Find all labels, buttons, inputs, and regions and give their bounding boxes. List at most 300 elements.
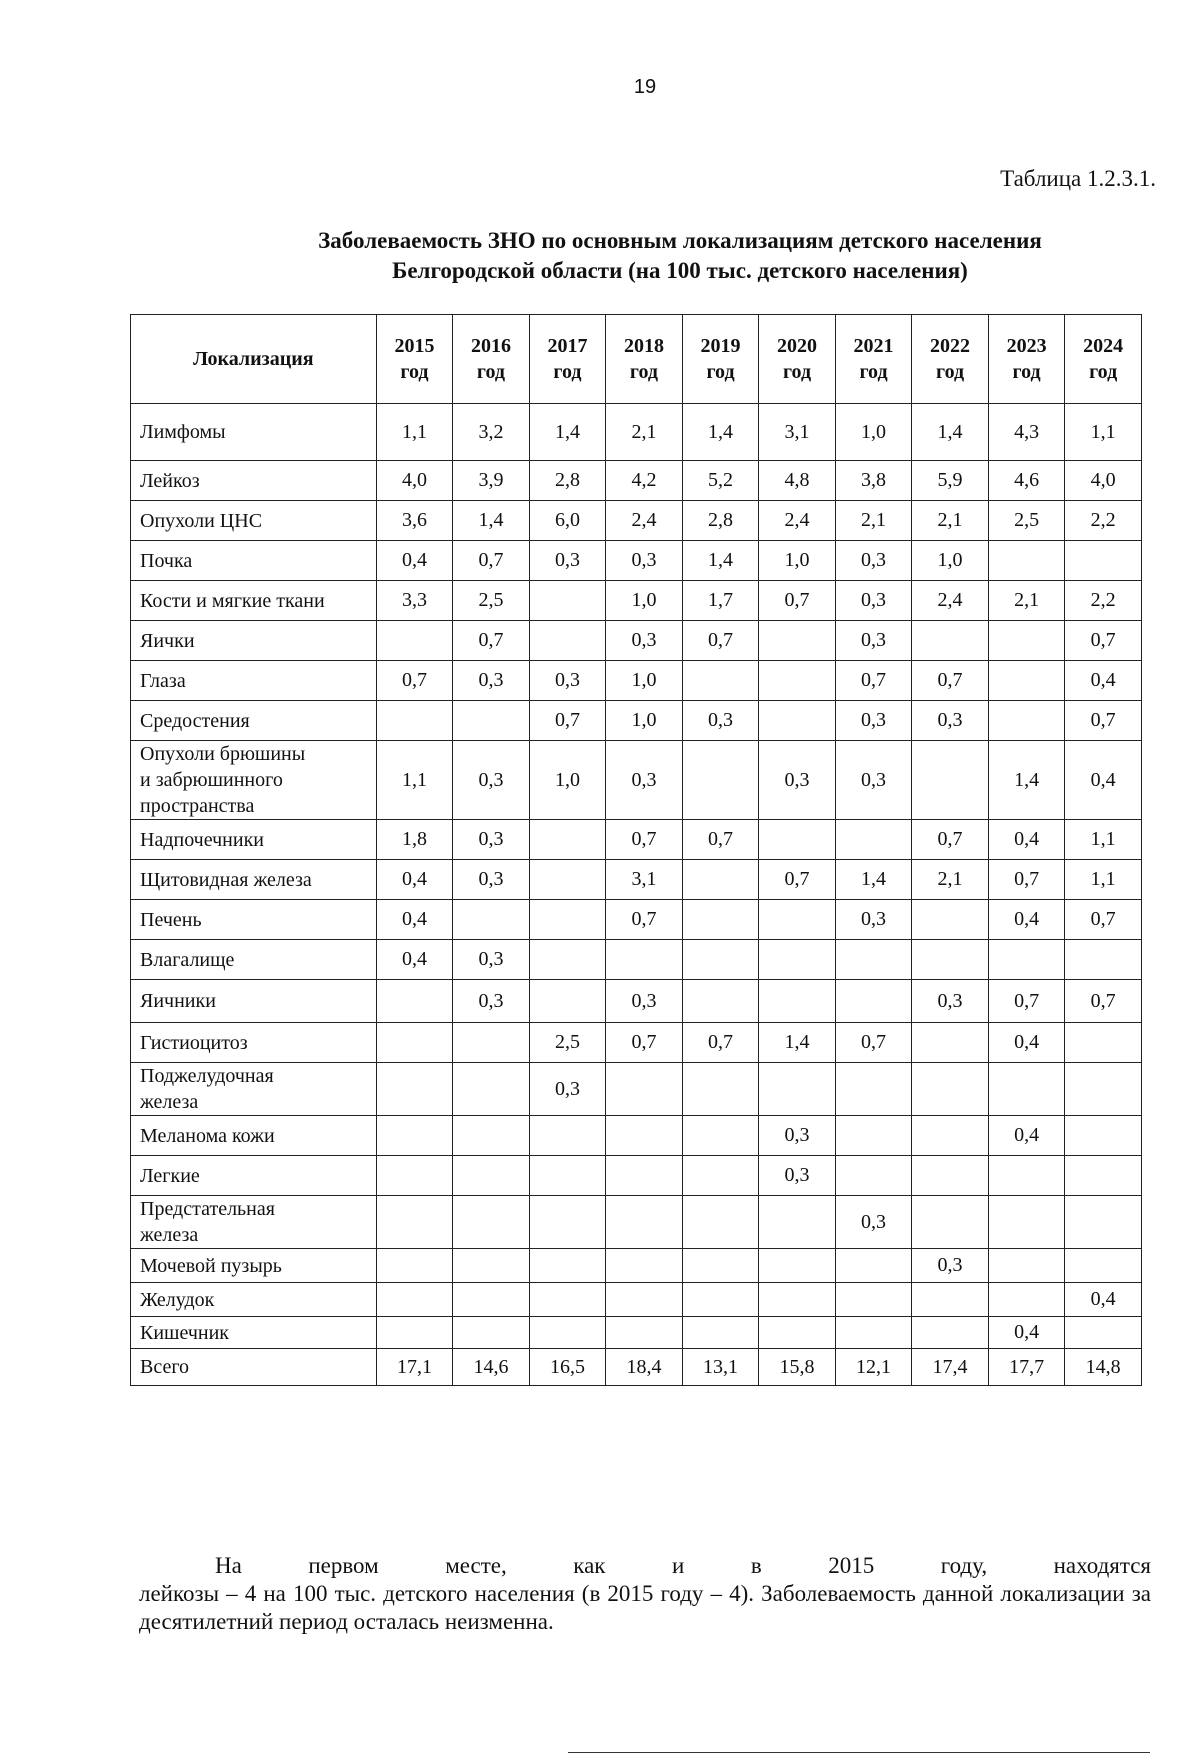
table-row xyxy=(131,404,1142,461)
header-year-label: 2020 xyxy=(777,335,818,357)
cell-value-2015: 1,8 xyxy=(376,820,453,860)
cell-value-2017: 0,3 xyxy=(529,661,606,701)
cell-value-2018: 3,1 xyxy=(606,860,683,900)
cell-value-2019: 1,4 xyxy=(682,541,759,581)
cell-value-2022: 1,0 xyxy=(912,541,989,581)
cell-value-2024 xyxy=(1065,1156,1142,1196)
cell-value-2020: 0,3 xyxy=(759,1116,836,1156)
cell-value-2020: 0,7 xyxy=(759,860,836,900)
header-year-unit: год xyxy=(782,361,812,383)
cell-value-2017 xyxy=(529,940,606,980)
cell-value-2015: 0,4 xyxy=(376,900,453,940)
table-body xyxy=(131,404,1142,1386)
table-row xyxy=(131,1317,1142,1349)
cell-value-2016 xyxy=(453,1283,530,1317)
cell-value-2023: 0,4 xyxy=(988,1023,1065,1063)
header-year-unit: год xyxy=(1089,361,1118,383)
header-year-unit: год xyxy=(629,361,659,383)
cell-value-2019 xyxy=(682,940,759,980)
footer-rule xyxy=(568,1752,1150,1753)
cell-value-2021: 3,8 xyxy=(835,461,912,501)
cell-value-2016 xyxy=(453,1249,530,1283)
row-localization-name: Предстательная железа xyxy=(131,1196,377,1249)
cell-value-2023: 2,5 xyxy=(988,501,1065,541)
header-year-unit: год xyxy=(935,361,965,383)
cell-value-2015: 0,7 xyxy=(376,661,453,701)
row-localization-name: Мочевой пузырь xyxy=(131,1249,377,1283)
cell-value-2022: 2,1 xyxy=(912,501,989,541)
cell-value-2015: 3,3 xyxy=(376,581,453,621)
cell-value-2018: 0,3 xyxy=(606,741,683,820)
cell-value-2021: 0,3 xyxy=(835,621,912,661)
cell-value-2024: 1,1 xyxy=(1065,404,1142,461)
summary-paragraph xyxy=(139,1552,1151,1636)
cell-value-2024 xyxy=(1065,940,1142,980)
cell-value-2016: 0,3 xyxy=(453,940,530,980)
cell-value-2018 xyxy=(606,1116,683,1156)
cell-value-2021: 0,3 xyxy=(835,541,912,581)
cell-value-2015 xyxy=(376,980,453,1023)
cell-value-2016 xyxy=(453,1196,530,1249)
table-row xyxy=(131,661,1142,701)
header-year-2018 xyxy=(606,315,683,404)
cell-value-2016: 0,3 xyxy=(453,980,530,1023)
cell-value-2018: 1,0 xyxy=(606,661,683,701)
cell-value-2022: 17,4 xyxy=(912,1349,989,1386)
header-year-2022 xyxy=(912,315,989,404)
cell-value-2015 xyxy=(376,621,453,661)
row-localization-name: Кости и мягкие ткани xyxy=(131,581,377,621)
cell-value-2024 xyxy=(1065,1063,1142,1116)
cell-value-2021: 0,3 xyxy=(835,701,912,741)
row-localization-name: Гистиоцитоз xyxy=(131,1023,377,1063)
row-localization-name: Лейкоз xyxy=(131,461,377,501)
cell-value-2022 xyxy=(912,1317,989,1349)
header-year-2016 xyxy=(453,315,530,404)
cell-value-2017: 2,8 xyxy=(529,461,606,501)
table-caption-number: Таблица 1.2.3.1. xyxy=(1000,166,1156,191)
table-row xyxy=(131,1063,1142,1116)
cell-value-2023 xyxy=(988,1283,1065,1317)
table-row xyxy=(131,1249,1142,1283)
cell-value-2022: 5,9 xyxy=(912,461,989,501)
table-row xyxy=(131,1156,1142,1196)
cell-value-2018: 0,7 xyxy=(606,900,683,940)
cell-value-2019 xyxy=(682,1196,759,1249)
header-year-label: 2024 xyxy=(1083,335,1124,357)
cell-value-2020 xyxy=(759,820,836,860)
cell-value-2020 xyxy=(759,701,836,741)
cell-value-2018 xyxy=(606,1317,683,1349)
cell-value-2016: 2,5 xyxy=(453,581,530,621)
cell-value-2023: 0,7 xyxy=(988,980,1065,1023)
cell-value-2024: 0,7 xyxy=(1065,980,1142,1023)
cell-value-2016: 1,4 xyxy=(453,501,530,541)
cell-value-2021 xyxy=(835,1283,912,1317)
header-year-unit: год xyxy=(476,361,506,383)
cell-value-2015: 0,4 xyxy=(376,940,453,980)
cell-value-2020 xyxy=(759,940,836,980)
cell-value-2017: 0,7 xyxy=(529,701,606,741)
cell-value-2022: 0,3 xyxy=(912,701,989,741)
cell-value-2019: 1,4 xyxy=(682,404,759,461)
cell-value-2015 xyxy=(376,1116,453,1156)
cell-value-2016 xyxy=(453,701,530,741)
cell-value-2018: 0,3 xyxy=(606,621,683,661)
cell-value-2018: 2,4 xyxy=(606,501,683,541)
cell-value-2022: 0,7 xyxy=(912,820,989,860)
cell-value-2021: 12,1 xyxy=(835,1349,912,1386)
header-year-unit: год xyxy=(1012,361,1041,383)
cell-value-2017 xyxy=(529,980,606,1023)
cell-value-2020: 4,8 xyxy=(759,461,836,501)
cell-value-2024: 0,7 xyxy=(1065,701,1142,741)
cell-value-2015 xyxy=(376,1196,453,1249)
cell-value-2022 xyxy=(912,1156,989,1196)
cell-value-2021 xyxy=(835,1063,912,1116)
row-localization-name: Яички xyxy=(131,621,377,661)
cell-value-2024: 0,7 xyxy=(1065,900,1142,940)
header-year-unit: год xyxy=(859,361,888,383)
cell-value-2016: 0,3 xyxy=(453,820,530,860)
cell-value-2017: 0,3 xyxy=(529,1063,606,1116)
table-row xyxy=(131,581,1142,621)
table-row xyxy=(131,900,1142,940)
row-localization-name: Кишечник xyxy=(131,1317,377,1349)
table-total-row xyxy=(131,1349,1142,1386)
row-localization-name: Яичники xyxy=(131,980,377,1023)
cell-value-2020 xyxy=(759,900,836,940)
cell-value-2022 xyxy=(912,1283,989,1317)
row-localization-name: Опухоли брюшины и забрюшинного пространства xyxy=(131,741,377,820)
cell-value-2019: 0,3 xyxy=(682,701,759,741)
cell-value-2022: 0,3 xyxy=(912,1249,989,1283)
table-row xyxy=(131,1283,1142,1317)
table-row xyxy=(131,860,1142,900)
cell-value-2018: 0,7 xyxy=(606,1023,683,1063)
cell-value-2020 xyxy=(759,1249,836,1283)
cell-value-2016 xyxy=(453,1317,530,1349)
cell-value-2018: 4,2 xyxy=(606,461,683,501)
cell-value-2019: 2,8 xyxy=(682,501,759,541)
cell-value-2015: 0,4 xyxy=(376,541,453,581)
table-row xyxy=(131,741,1142,820)
cell-value-2024: 1,1 xyxy=(1065,860,1142,900)
cell-value-2023: 4,3 xyxy=(988,404,1065,461)
header-localization: Локализация xyxy=(131,315,377,404)
header-year-2024 xyxy=(1065,315,1142,404)
cell-value-2021: 0,7 xyxy=(835,1023,912,1063)
table-title-line-2: Белгородской области (на 100 тыс. детского населения) xyxy=(392,258,968,283)
cell-value-2024 xyxy=(1065,1317,1142,1349)
header-year-2020 xyxy=(759,315,836,404)
cell-value-2019: 5,2 xyxy=(682,461,759,501)
cell-value-2023: 0,4 xyxy=(988,1116,1065,1156)
cell-value-2020 xyxy=(759,661,836,701)
cell-value-2024: 1,1 xyxy=(1065,820,1142,860)
cell-value-2022: 1,4 xyxy=(912,404,989,461)
cell-value-2018: 0,3 xyxy=(606,541,683,581)
header-year-label: 2016 xyxy=(470,335,511,357)
cell-value-2015: 1,1 xyxy=(376,741,453,820)
cell-value-2024: 2,2 xyxy=(1065,581,1142,621)
cell-value-2015: 0,4 xyxy=(376,860,453,900)
table-row xyxy=(131,820,1142,860)
cell-value-2020: 15,8 xyxy=(759,1349,836,1386)
cell-value-2022 xyxy=(912,1196,989,1249)
row-localization-name: Влагалище xyxy=(131,940,377,980)
row-localization-name: Лимфомы xyxy=(131,404,377,461)
cell-value-2016: 0,3 xyxy=(453,741,530,820)
row-localization-name: Средостения xyxy=(131,701,377,741)
cell-value-2022: 2,4 xyxy=(912,581,989,621)
cell-value-2017 xyxy=(529,860,606,900)
header-year-unit: год xyxy=(400,361,429,383)
cell-value-2018: 2,1 xyxy=(606,404,683,461)
cell-value-2017: 6,0 xyxy=(529,501,606,541)
header-year-label: 2023 xyxy=(1006,335,1047,357)
header-year-label: 2015 xyxy=(394,335,435,357)
table-row xyxy=(131,980,1142,1023)
cell-value-2016 xyxy=(453,1156,530,1196)
page-number: 19 xyxy=(633,76,657,98)
cell-value-2018 xyxy=(606,1283,683,1317)
cell-value-2018 xyxy=(606,1156,683,1196)
table-row xyxy=(131,621,1142,661)
cell-value-2016: 3,2 xyxy=(453,404,530,461)
row-localization-name: Щитовидная железа xyxy=(131,860,377,900)
cell-value-2015 xyxy=(376,1023,453,1063)
row-localization-name: Желудок xyxy=(131,1283,377,1317)
cell-value-2019 xyxy=(682,980,759,1023)
cell-value-2019 xyxy=(682,1156,759,1196)
summary-paragraph-first-line: На первом месте, как и в 2015 году, находятся xyxy=(215,1553,1151,1578)
row-localization-name: Опухоли ЦНС xyxy=(131,501,377,541)
cell-value-2023: 0,4 xyxy=(988,1317,1065,1349)
cell-value-2021: 2,1 xyxy=(835,501,912,541)
cell-value-2020: 1,0 xyxy=(759,541,836,581)
cell-value-2023: 0,4 xyxy=(988,820,1065,860)
cell-value-2019 xyxy=(682,661,759,701)
cell-value-2016: 0,7 xyxy=(453,621,530,661)
cell-value-2020: 3,1 xyxy=(759,404,836,461)
summary-paragraph-rest: лейкозы – 4 на 100 тыс. детского населения (в 2015 году – 4). Заболеваемость данной локализации за десятилетний период осталась неизменна. xyxy=(139,1581,1151,1634)
cell-value-2019 xyxy=(682,860,759,900)
cell-value-2022: 2,1 xyxy=(912,860,989,900)
cell-value-2023: 0,4 xyxy=(988,900,1065,940)
incidence-table xyxy=(130,314,1142,1386)
cell-value-2016 xyxy=(453,1063,530,1116)
cell-value-2020 xyxy=(759,1283,836,1317)
cell-value-2021: 0,3 xyxy=(835,1196,912,1249)
table-title-line-1: Заболеваемость ЗНО по основным локализациям детского населения xyxy=(318,228,1042,253)
cell-value-2021: 0,3 xyxy=(835,741,912,820)
cell-value-2019 xyxy=(682,1249,759,1283)
cell-value-2017 xyxy=(529,1317,606,1349)
header-year-unit: год xyxy=(706,361,735,383)
cell-value-2018 xyxy=(606,1249,683,1283)
cell-value-2015 xyxy=(376,1283,453,1317)
cell-value-2020 xyxy=(759,1317,836,1349)
cell-value-2019: 13,1 xyxy=(682,1349,759,1386)
cell-value-2020: 0,3 xyxy=(759,741,836,820)
table-row xyxy=(131,501,1142,541)
table-title xyxy=(200,226,1160,286)
cell-value-2017 xyxy=(529,581,606,621)
cell-value-2019: 0,7 xyxy=(682,820,759,860)
row-localization-name: Надпочечники xyxy=(131,820,377,860)
cell-value-2022: 0,7 xyxy=(912,661,989,701)
header-year-2019 xyxy=(682,315,759,404)
table-row xyxy=(131,541,1142,581)
cell-value-2023 xyxy=(988,940,1065,980)
cell-value-2024: 0,4 xyxy=(1065,1283,1142,1317)
header-year-label: 2021 xyxy=(853,335,894,357)
cell-value-2024: 0,4 xyxy=(1065,661,1142,701)
cell-value-2024: 0,7 xyxy=(1065,621,1142,661)
cell-value-2019 xyxy=(682,741,759,820)
cell-value-2018 xyxy=(606,1196,683,1249)
cell-value-2017 xyxy=(529,900,606,940)
table-row xyxy=(131,940,1142,980)
cell-value-2018: 0,7 xyxy=(606,820,683,860)
cell-value-2017: 1,0 xyxy=(529,741,606,820)
row-localization-name: Печень xyxy=(131,900,377,940)
cell-value-2020: 0,7 xyxy=(759,581,836,621)
cell-value-2020: 1,4 xyxy=(759,1023,836,1063)
table-row xyxy=(131,701,1142,741)
row-localization-name: Глаза xyxy=(131,661,377,701)
cell-value-2024 xyxy=(1065,1023,1142,1063)
cell-value-2017 xyxy=(529,1196,606,1249)
cell-value-2016: 14,6 xyxy=(453,1349,530,1386)
cell-value-2021 xyxy=(835,1156,912,1196)
cell-value-2024 xyxy=(1065,1116,1142,1156)
cell-value-2015 xyxy=(376,701,453,741)
table-row xyxy=(131,1023,1142,1063)
cell-value-2018: 1,0 xyxy=(606,701,683,741)
cell-value-2020 xyxy=(759,1196,836,1249)
cell-value-2021 xyxy=(835,1317,912,1349)
cell-value-2021: 1,0 xyxy=(835,404,912,461)
cell-value-2017 xyxy=(529,1116,606,1156)
cell-value-2018: 0,3 xyxy=(606,980,683,1023)
cell-value-2024: 4,0 xyxy=(1065,461,1142,501)
cell-value-2023 xyxy=(988,1249,1065,1283)
cell-value-2017: 0,3 xyxy=(529,541,606,581)
cell-value-2020 xyxy=(759,980,836,1023)
cell-value-2022 xyxy=(912,1023,989,1063)
cell-value-2023: 4,6 xyxy=(988,461,1065,501)
cell-value-2022 xyxy=(912,1063,989,1116)
cell-value-2024: 14,8 xyxy=(1065,1349,1142,1386)
cell-value-2023 xyxy=(988,661,1065,701)
cell-value-2015 xyxy=(376,1063,453,1116)
cell-value-2019 xyxy=(682,1283,759,1317)
cell-value-2023 xyxy=(988,541,1065,581)
header-year-2017 xyxy=(529,315,606,404)
cell-value-2016: 0,7 xyxy=(453,541,530,581)
cell-value-2017 xyxy=(529,1156,606,1196)
header-year-unit: год xyxy=(553,361,582,383)
cell-value-2024: 0,4 xyxy=(1065,741,1142,820)
cell-value-2016: 0,3 xyxy=(453,860,530,900)
row-localization-name: Почка xyxy=(131,541,377,581)
cell-value-2023: 2,1 xyxy=(988,581,1065,621)
cell-value-2021: 1,4 xyxy=(835,860,912,900)
cell-value-2019 xyxy=(682,900,759,940)
cell-value-2016 xyxy=(453,900,530,940)
cell-value-2019: 0,7 xyxy=(682,1023,759,1063)
cell-value-2022 xyxy=(912,900,989,940)
table-header-row xyxy=(131,315,1142,404)
cell-value-2015 xyxy=(376,1317,453,1349)
cell-value-2021 xyxy=(835,940,912,980)
table-row xyxy=(131,461,1142,501)
cell-value-2017: 1,4 xyxy=(529,404,606,461)
cell-value-2023: 17,7 xyxy=(988,1349,1065,1386)
cell-value-2021: 0,3 xyxy=(835,900,912,940)
cell-value-2015: 1,1 xyxy=(376,404,453,461)
cell-value-2024: 2,2 xyxy=(1065,501,1142,541)
cell-value-2019: 0,7 xyxy=(682,621,759,661)
row-localization-name: Меланома кожи xyxy=(131,1116,377,1156)
cell-value-2017: 2,5 xyxy=(529,1023,606,1063)
cell-value-2021: 0,7 xyxy=(835,661,912,701)
cell-value-2015: 3,6 xyxy=(376,501,453,541)
cell-value-2024 xyxy=(1065,1249,1142,1283)
cell-value-2023: 1,4 xyxy=(988,741,1065,820)
cell-value-2020: 2,4 xyxy=(759,501,836,541)
header-year-2021 xyxy=(835,315,912,404)
table-row xyxy=(131,1116,1142,1156)
cell-value-2019 xyxy=(682,1063,759,1116)
cell-value-2019 xyxy=(682,1317,759,1349)
cell-value-2022 xyxy=(912,1116,989,1156)
cell-value-2018 xyxy=(606,940,683,980)
cell-value-2016: 3,9 xyxy=(453,461,530,501)
cell-value-2021 xyxy=(835,980,912,1023)
cell-value-2023 xyxy=(988,701,1065,741)
cell-value-2015 xyxy=(376,1249,453,1283)
cell-value-2020: 0,3 xyxy=(759,1156,836,1196)
row-localization-name: Легкие xyxy=(131,1156,377,1196)
cell-value-2023 xyxy=(988,621,1065,661)
cell-value-2021: 0,3 xyxy=(835,581,912,621)
cell-value-2018: 1,0 xyxy=(606,581,683,621)
cell-value-2019: 1,7 xyxy=(682,581,759,621)
cell-value-2020 xyxy=(759,621,836,661)
cell-value-2021 xyxy=(835,820,912,860)
cell-value-2018 xyxy=(606,1063,683,1116)
cell-value-2023 xyxy=(988,1156,1065,1196)
cell-value-2015: 4,0 xyxy=(376,461,453,501)
cell-value-2022 xyxy=(912,741,989,820)
cell-value-2024 xyxy=(1065,541,1142,581)
header-year-2015 xyxy=(376,315,453,404)
cell-value-2021 xyxy=(835,1116,912,1156)
cell-value-2022: 0,3 xyxy=(912,980,989,1023)
cell-value-2021 xyxy=(835,1249,912,1283)
table-row xyxy=(131,1196,1142,1249)
cell-value-2024 xyxy=(1065,1196,1142,1249)
cell-value-2016 xyxy=(453,1116,530,1156)
cell-value-2023 xyxy=(988,1196,1065,1249)
cell-value-2016: 0,3 xyxy=(453,661,530,701)
cell-value-2017 xyxy=(529,1249,606,1283)
cell-value-2020 xyxy=(759,1063,836,1116)
header-year-label: 2022 xyxy=(930,335,971,357)
